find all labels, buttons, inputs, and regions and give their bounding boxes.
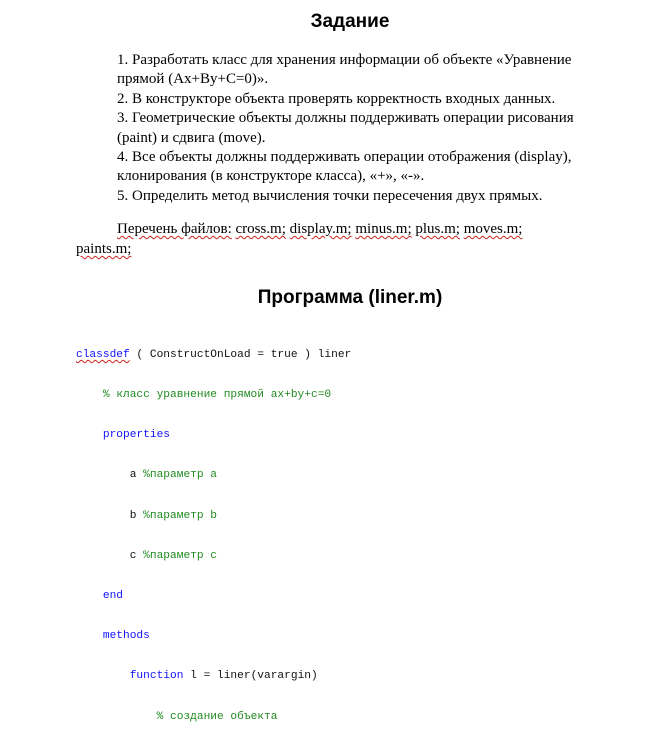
code-line [76,630,351,643]
code-text: c [129,549,144,562]
task-list [117,51,574,206]
code-listing [76,322,351,751]
code-line [76,550,351,563]
task-line: (paint) и сдвига (move). [117,129,266,146]
task-line: 5. Определить метод вычисления точки пересечения двух прямых. [117,187,543,204]
file-item: moves.m; [463,221,523,237]
code-keyword: end [102,590,124,603]
files-label: Перечень файлов: [117,221,232,237]
task-line: прямой (Ax+By+C=0)». [117,71,269,88]
file-item: cross.m; [235,221,286,237]
code-line [76,349,351,362]
files-list-continued [76,240,131,259]
code-line [76,429,351,442]
task-line: клонирования (в конструкторе класса), «+», «-». [117,168,425,185]
file-item: plus.m; [415,221,460,237]
code-text: l = liner(varargin) [183,670,318,683]
code-line [76,389,351,402]
code-comment: %параметр b [143,509,218,522]
code-keyword: properties [102,429,170,442]
program-heading: Программа (liner.m) [257,287,443,308]
code-line [76,670,351,683]
code-keyword: classdef [76,348,130,361]
code-line [76,510,351,523]
code-comment: %параметр c [143,549,218,562]
code-comment: % класс уравнение прямой ax+by+c=0 [102,389,332,402]
code-keyword: function [129,670,184,683]
code-keyword: methods [102,630,150,643]
task-line: 4. Все объекты должны поддерживать операции отображения (display), [117,148,572,165]
task-heading: Задание [310,11,390,32]
file-item: paints.m; [76,241,132,257]
code-comment: %параметр a [143,469,218,482]
code-text: b [129,509,144,522]
code-comment: % создание объекта [156,710,278,723]
file-item: minus.m; [355,221,412,237]
code-text: a [129,469,144,482]
code-line [76,469,351,482]
code-line [76,590,351,603]
task-line: 2. В конструкторе объекта проверять корректность входных данных. [117,90,556,107]
task-line: 1. Разработать класс для хранения информации об объекте «Уравнение [117,52,572,68]
files-list [117,220,522,239]
code-line [76,711,351,724]
code-text: ( ConstructOnLoad = true ) liner [129,348,352,361]
file-item: display.m; [289,221,352,237]
task-line: 3. Геометрические объекты должны поддерживать операции рисования [117,110,574,127]
